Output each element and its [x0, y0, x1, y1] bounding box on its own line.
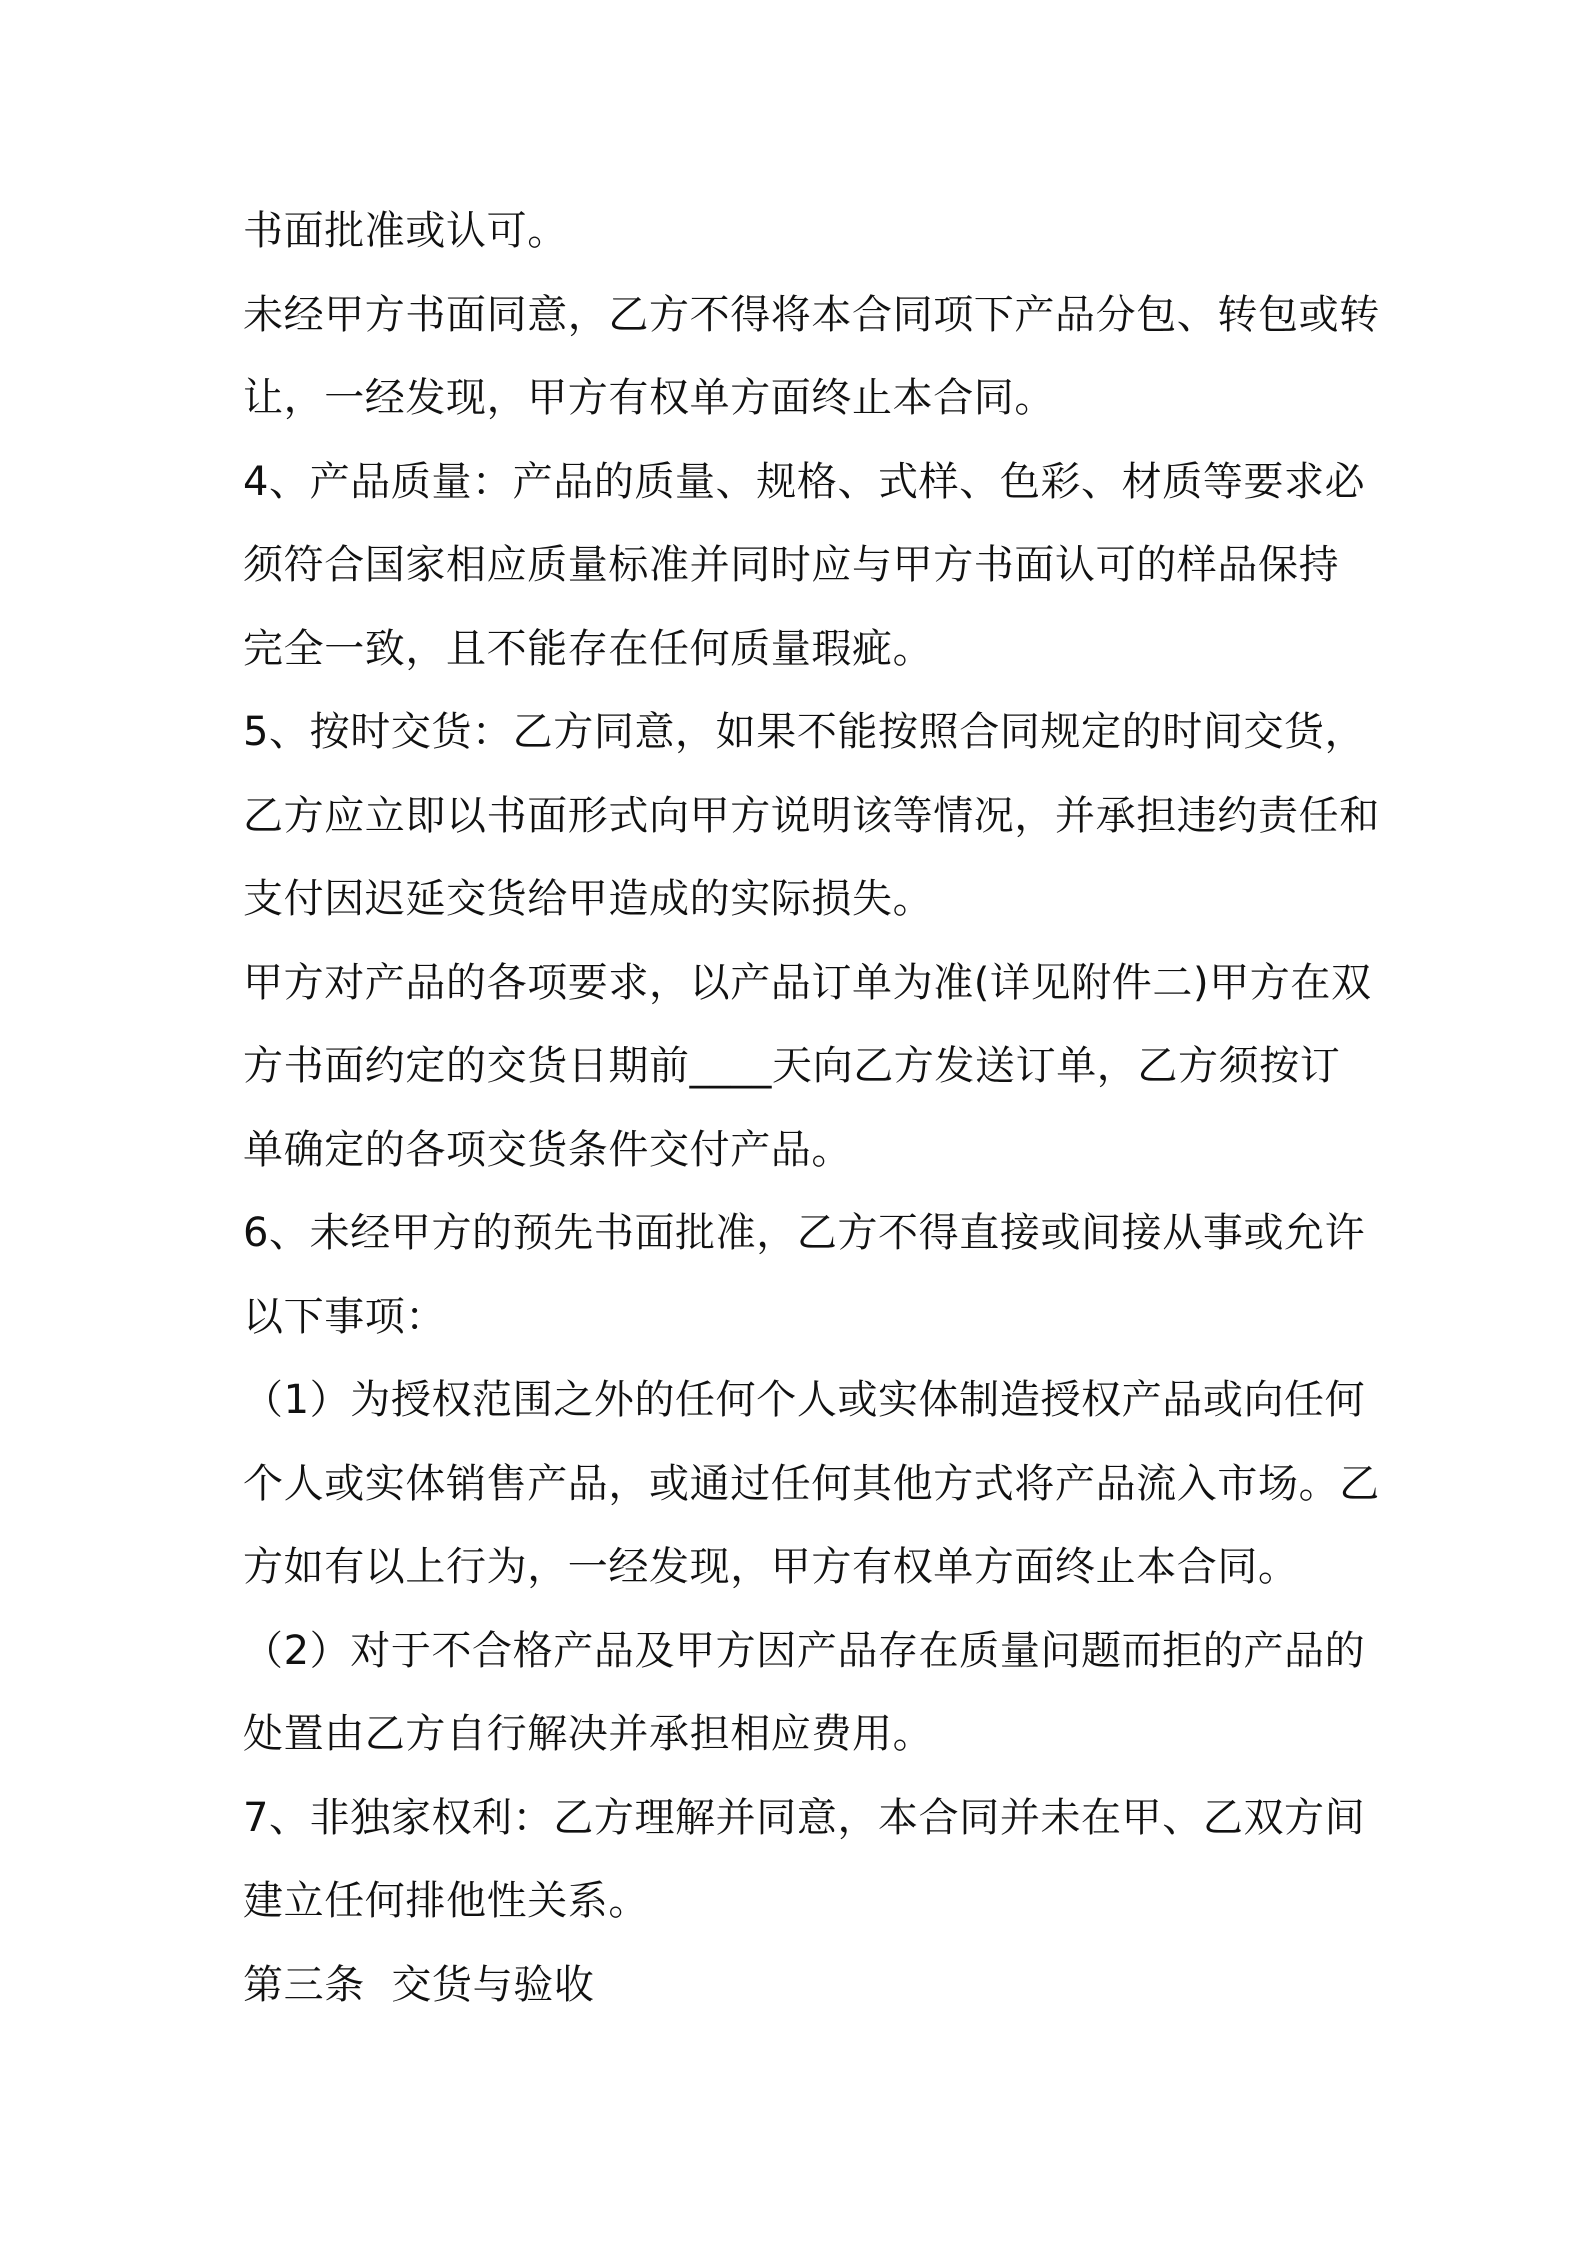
text-line: 以下事项：: [243, 1293, 446, 1340]
text-line: 方书面约定的交货日期前____天向乙方发送订单，乙方须按订: [243, 1043, 1341, 1089]
text-line: （2）对于不合格产品及甲方因产品存在质量问题而拒的产品的: [243, 1627, 1366, 1674]
text-line: 建立任何排他性关系。: [243, 1878, 649, 1924]
text-line: 方如有以上行为，一经发现，甲方有权单方面终止本合同。: [243, 1544, 1299, 1590]
contract-text: [243, 190, 1380, 2027]
text-line: 个人或实体销售产品，或通过任何其他方式将产品流入市场。乙: [243, 1460, 1380, 1507]
text-line: 6、未经甲方的预先书面批准，乙方不得直接或间接从事或允许: [243, 1210, 1366, 1256]
text-line: 支付因迟延交货给甲造成的实际损失。: [243, 876, 934, 922]
text-line: 未经甲方书面同意，乙方不得将本合同项下产品分包、转包或转: [243, 291, 1380, 338]
text-line: 4、产品质量：产品的质量、规格、式样、色彩、材质等要求必: [243, 458, 1366, 505]
text-line: 5、按时交货：乙方同意，如果不能按照合同规定的时间交货，: [243, 709, 1366, 755]
text-line: 乙方应立即以书面形式向甲方说明该等情况，并承担违约责任和: [243, 792, 1380, 839]
text-line: 让，一经发现，甲方有权单方面终止本合同。: [243, 375, 1055, 421]
text-line: 处置由乙方自行解决并承担相应费用。: [243, 1711, 934, 1757]
text-line: 甲方对产品的各项要求，以产品订单为准(详见附件二)甲方在双: [243, 959, 1372, 1006]
text-line: 书面批准或认可。: [243, 208, 568, 254]
section-heading: 第三条 交货与验收: [243, 1961, 595, 2008]
text-line: （1）为授权范围之外的任何个人或实体制造授权产品或向任何: [243, 1377, 1366, 1423]
text-line: 完全一致，且不能存在任何质量瑕疵。: [243, 625, 934, 672]
text-line: 单确定的各项交货条件交付产品。: [243, 1126, 852, 1173]
text-line: 7、非独家权利：乙方理解并同意，本合同并未在甲、乙双方间: [243, 1794, 1366, 1841]
text-line: 须符合国家相应质量标准并同时应与甲方书面认可的样品保持: [243, 542, 1340, 588]
